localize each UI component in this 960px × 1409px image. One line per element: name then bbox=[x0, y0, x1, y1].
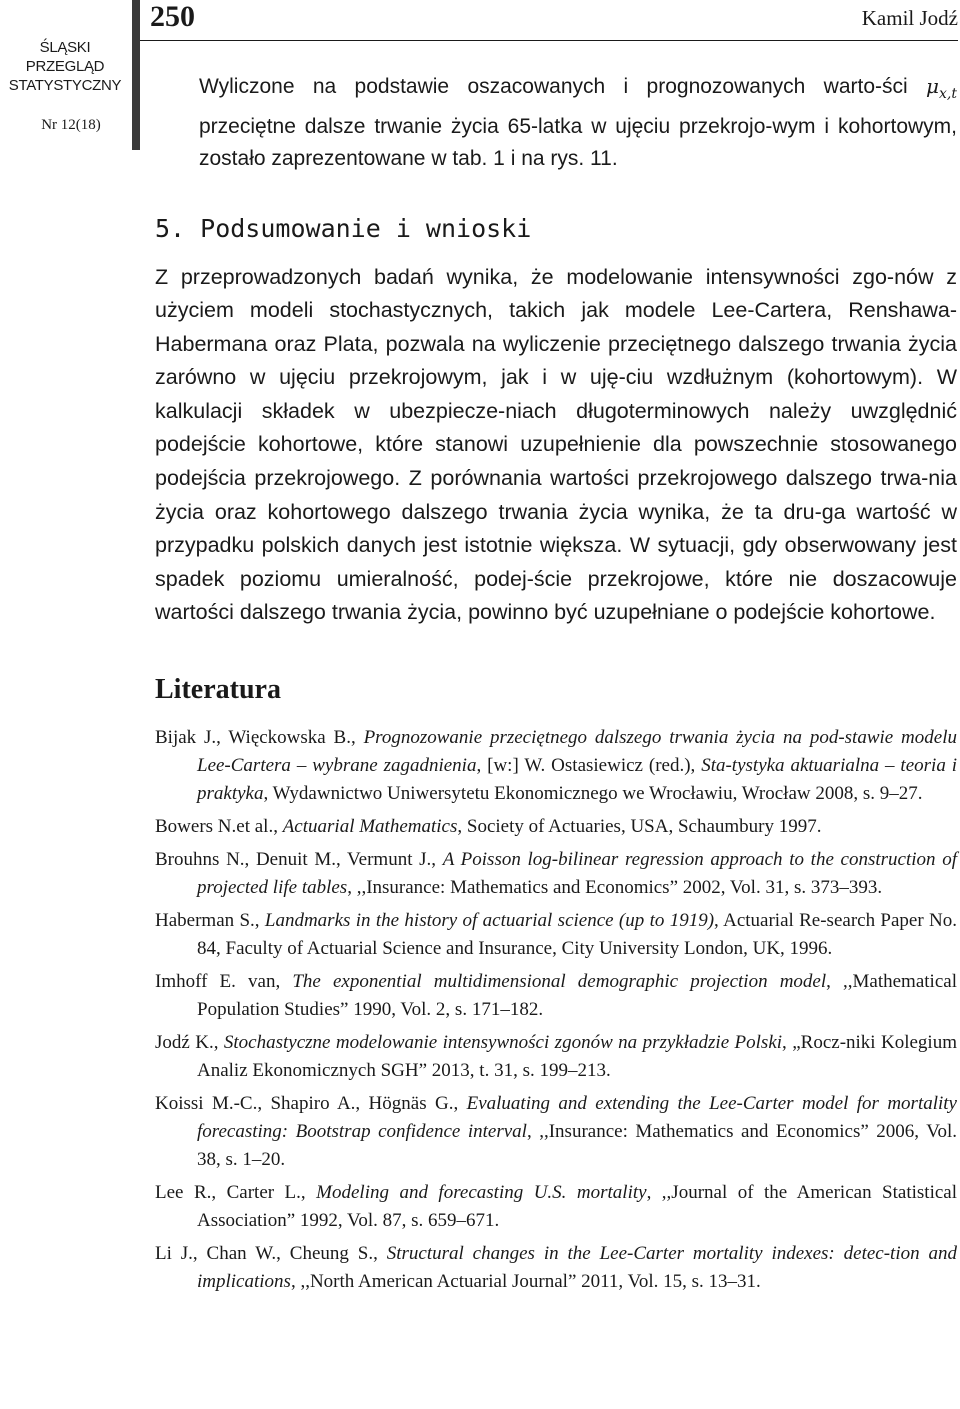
reference-item bbox=[155, 813, 957, 841]
reference-item bbox=[155, 1240, 957, 1296]
intro-text-1: Wyliczone na podstawie oszacowanych i prognozowanych warto-ści bbox=[199, 75, 927, 98]
section-title: 5. Podsumowanie i wnioski bbox=[155, 213, 532, 243]
reference-rest: , ,,Insurance: Mathematics and Economics” 2002, Vol. 31, s. 373–393. bbox=[347, 877, 883, 899]
page-number: 250 bbox=[150, 0, 195, 33]
reference-authors: Li J., Chan W., Cheung S., bbox=[155, 1243, 387, 1265]
journal-name-line3: STATYSTYCZNY bbox=[8, 77, 122, 94]
reference-rest: , „Rocz-niki Kolegium Analiz Ekonomicznych SGH” 2013, t. 31, s. 199–213. bbox=[197, 1032, 957, 1082]
reference-title: Actuarial Mathematics bbox=[282, 816, 458, 838]
reference-item bbox=[155, 1179, 957, 1235]
mu-letter: μ bbox=[926, 74, 940, 98]
reference-rest: , ,,Journal of the American Statistical Association” 1992, Vol. 87, s. 659–671. bbox=[197, 1182, 957, 1232]
intro-text-2: przeciętne dalsze trwanie życia 65-latka w ujęciu przekrojo-wym i kohortowym, zostało zaprezentowane w tab. 1 i na rys. 11. bbox=[199, 114, 957, 170]
mu-symbol bbox=[926, 74, 957, 102]
reference-authors: Lee R., Carter L., bbox=[155, 1182, 317, 1204]
reference-item bbox=[155, 1029, 957, 1085]
reference-rest: , ,,North American Actuarial Journal” 2011, Vol. 15, s. 13–31. bbox=[290, 1271, 761, 1293]
issue-number: Nr 12(18) bbox=[41, 117, 101, 133]
reference-title: The exponential multidimensional demographic projection model bbox=[292, 971, 827, 993]
running-author: Kamil Jodź bbox=[861, 6, 958, 30]
reference-authors: Bowers N.et al., bbox=[155, 816, 283, 838]
reference-title: Landmarks in the history of actuarial science (up to 1919) bbox=[264, 910, 715, 932]
running-header bbox=[140, 0, 958, 41]
intro-paragraph bbox=[155, 70, 957, 176]
reference-item bbox=[155, 1090, 957, 1174]
sidebar-divider bbox=[132, 0, 140, 150]
reference-rest: , Wydawnictwo Uniwersytetu Ekonomicznego we Wrocławiu, Wrocław 2008, s. 9–27. bbox=[263, 783, 923, 805]
reference-rest: , ,,Mathematical Population Studies” 1990, Vol. 2, s. 171–182. bbox=[197, 971, 957, 1021]
reference-item bbox=[155, 907, 957, 963]
reference-title: Evaluating and extending the Lee-Carter model for mortality forecasting: Bootstrap confidence interval bbox=[197, 1093, 957, 1143]
reference-authors: Brouhns N., Denuit M., Vermunt J., bbox=[155, 849, 443, 871]
journal-name bbox=[0, 38, 130, 95]
journal-name-line1: ŚLĄSKI bbox=[39, 39, 91, 56]
main-content bbox=[155, 70, 957, 1301]
reference-title: Prognozowanie przeciętnego dalszego trwania życia na pod-stawie modelu Lee-Cartera – wybrane zagadnienia bbox=[197, 727, 957, 777]
reference-authors: Haberman S., bbox=[155, 910, 265, 932]
reference-authors: Koissi M.-C., Shapiro A., Högnäs G., bbox=[155, 1093, 467, 1115]
reference-item bbox=[155, 846, 957, 902]
reference-mid: , [w:] W. Ostasiewicz (red.), bbox=[476, 755, 702, 777]
reference-authors: Jodź K., bbox=[155, 1032, 224, 1054]
reference-title: Structural changes in the Lee-Carter mortality indexes: detec-tion and implications bbox=[197, 1243, 958, 1293]
reference-title-2: Sta-tystyka aktuarialna – teoria i praktyka bbox=[197, 755, 957, 805]
reference-authors: Bijak J., Więckowska B., bbox=[155, 727, 364, 749]
reference-authors: Imhoff E. van, bbox=[155, 971, 293, 993]
section-body: Z przeprowadzonych badań wynika, że modelowanie intensywności zgo-nów z użyciem modeli stochastycznych, takich jak modele Lee-Cartera, Renshawa-Habermana oraz Plata, pozwala na wyliczenie przeciętnego dalszego trwania życia zarówno w ujęciu przekrojowym, jak i w uję-ciu wzdłużnym (kohortowym). W kalkulacji składek w ubezpiecze-niach długoterminowych należy uwzględnić podejście kohortowe, które stanowi uzupełnienie dla powszechnie stosowanego podejścia przekrojowego. Z porównania wartości przekrojowego dalszego trwa-nia życia oraz kohortowego dalszego trwania życia wynika, że ta dru-ga wartość w przypadku polskich danych jest istotnie większa. W sytuacji, gdy obserwowany jest spadek poziomu umieralność, podej-ście przekrojowe, które nie doszacowuje wartości dalszego trwania życia, powinno być uzupełniane o podejście kohortowe. bbox=[155, 264, 957, 625]
reference-title: Modeling and forecasting U.S. mortality bbox=[316, 1182, 647, 1204]
reference-title: Stochastyczne modelowanie intensywności zgonów na przykładzie Polski bbox=[223, 1032, 783, 1054]
mu-subscript: x,t bbox=[939, 86, 957, 102]
reference-title: A Poisson log-bilinear regression approach to the construction of projected life tables bbox=[197, 849, 957, 899]
reference-rest: , Actuarial Re-search Paper No. 84, Faculty of Actuarial Science and Insurance, City University London, UK, 1996. bbox=[197, 910, 957, 960]
reference-item bbox=[155, 724, 957, 808]
reference-item bbox=[155, 968, 957, 1024]
journal-name-line2: PRZEGLĄD bbox=[25, 58, 105, 75]
reference-rest: , ,,Insurance: Mathematics and Economics” 2006, Vol. 38, s. 1–20. bbox=[197, 1121, 957, 1171]
literature-title: Literatura bbox=[155, 674, 281, 706]
reference-rest: , Society of Actuaries, USA, Schaumbury 1997. bbox=[457, 816, 822, 838]
reference-list bbox=[155, 724, 957, 1296]
journal-sidebar bbox=[0, 0, 130, 134]
